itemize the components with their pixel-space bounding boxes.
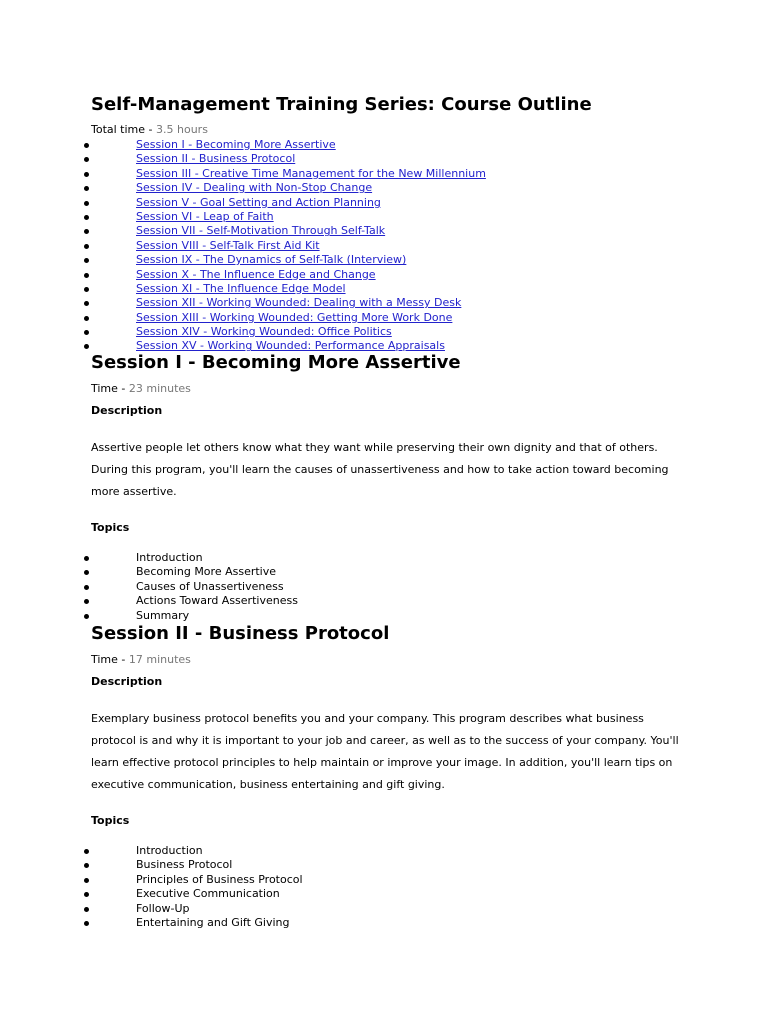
session-2-title: Session II - Business Protocol	[91, 623, 390, 644]
bullet-icon	[84, 172, 89, 177]
bullet-icon	[84, 570, 89, 575]
bullet-icon	[84, 330, 89, 335]
bullet-icon	[84, 157, 89, 162]
outline-link-session-5[interactable]: Session V - Goal Setting and Action Planning	[136, 195, 381, 209]
session-1-description: Assertive people let others know what they want while preserving their own dignity and that of others. During this program, you'll learn the causes of unassertiveness and how to take action toward becoming more assertive.	[91, 441, 669, 498]
bullet-icon	[84, 229, 89, 234]
outline-link-session-12[interactable]: Session XII - Working Wounded: Dealing with a Messy Desk	[136, 296, 462, 310]
bullet-icon	[84, 614, 89, 619]
total-time	[91, 123, 208, 137]
outline-link-session-10[interactable]: Session X - The Influence Edge and Change	[136, 267, 376, 281]
topic-text: Becoming More Assertive	[136, 565, 277, 579]
page-title: Self-Management Training Series: Course Outline	[91, 94, 592, 115]
bullet-icon	[84, 878, 89, 883]
topic-text: Introduction	[136, 551, 203, 564]
topic-text: Entertaining and Gift Giving	[136, 915, 290, 929]
bullet-icon	[84, 344, 89, 349]
bullet-icon	[84, 186, 89, 191]
session-2-description-label: Description	[91, 675, 163, 688]
time-label: Time -	[91, 653, 129, 666]
session-1-description-label: Description	[91, 404, 163, 417]
bullet-icon	[84, 863, 89, 868]
total-time-label: Total time -	[91, 123, 157, 136]
bullet-icon	[84, 301, 89, 306]
session-2-topics-label: Topics	[91, 814, 130, 827]
outline-link-session-14[interactable]: Session XIV - Working Wounded: Office Politics	[136, 325, 392, 339]
bullet-icon	[84, 316, 89, 321]
session-2-description: Exemplary business protocol benefits you and your company. This program describes what business protocol is and why it is important to your job and career, as well as to the success of your company. You'll learn effective protocol principles to help maintain or improve your image. In addition, you'll learn tips on executive communication, business entertaining and gift giving.	[91, 712, 679, 791]
outline-link-session-3[interactable]: Session III - Creative Time Management for the New Millennium	[136, 166, 486, 180]
bullet-icon	[84, 215, 89, 220]
bullet-icon	[84, 892, 89, 897]
session-1-topics-label: Topics	[91, 521, 130, 534]
topic-text: Causes of Unassertiveness	[136, 579, 284, 593]
outline-link-session-15[interactable]: Session XV - Working Wounded: Performance Appraisals	[136, 339, 445, 353]
topic-text: Summary	[136, 608, 190, 622]
outline-link-session-2[interactable]: Session II - Business Protocol	[136, 152, 296, 166]
topic-text: Introduction	[136, 844, 203, 857]
session-1-title: Session I - Becoming More Assertive	[91, 352, 461, 373]
session-2-time	[91, 653, 191, 667]
bullet-icon	[84, 273, 89, 278]
outline-link-session-11[interactable]: Session XI - The Influence Edge Model	[136, 281, 346, 295]
topic-text: Business Protocol	[136, 858, 233, 872]
time-value: 17 minutes	[128, 653, 191, 666]
session-1-time	[91, 382, 191, 396]
time-label: Time -	[91, 382, 129, 395]
bullet-icon	[84, 599, 89, 604]
bullet-icon	[84, 258, 89, 263]
bullet-icon	[84, 244, 89, 249]
outline-link-session-6[interactable]: Session VI - Leap of Faith	[136, 209, 274, 223]
outline-link-session-13[interactable]: Session XIII - Working Wounded: Getting More Work Done	[136, 310, 453, 324]
outline-link-session-4[interactable]: Session IV - Dealing with Non-Stop Change	[136, 181, 373, 195]
outline-link-session-9[interactable]: Session IX - The Dynamics of Self-Talk (Interview)	[136, 253, 407, 267]
bullet-icon	[84, 201, 89, 206]
topic-text: Executive Communication	[136, 887, 280, 901]
bullet-icon	[84, 907, 89, 912]
bullet-icon	[84, 585, 89, 590]
bullet-icon	[84, 849, 89, 854]
topic-text: Principles of Business Protocol	[136, 872, 303, 886]
outline-link-session-7[interactable]: Session VII - Self-Motivation Through Self-Talk	[136, 224, 386, 238]
topic-text: Follow-Up	[136, 901, 190, 915]
topic-text: Actions Toward Assertiveness	[136, 594, 298, 608]
bullet-icon	[84, 287, 89, 292]
bullet-icon	[84, 556, 89, 561]
outline-link-session-8[interactable]: Session VIII - Self-Talk First Aid Kit	[136, 238, 320, 252]
time-value: 23 minutes	[128, 382, 191, 395]
outline-link-session-1[interactable]: Session I - Becoming More Assertive	[136, 138, 336, 151]
total-time-value: 3.5 hours	[156, 123, 208, 136]
bullet-icon	[84, 143, 89, 148]
bullet-icon	[84, 921, 89, 926]
